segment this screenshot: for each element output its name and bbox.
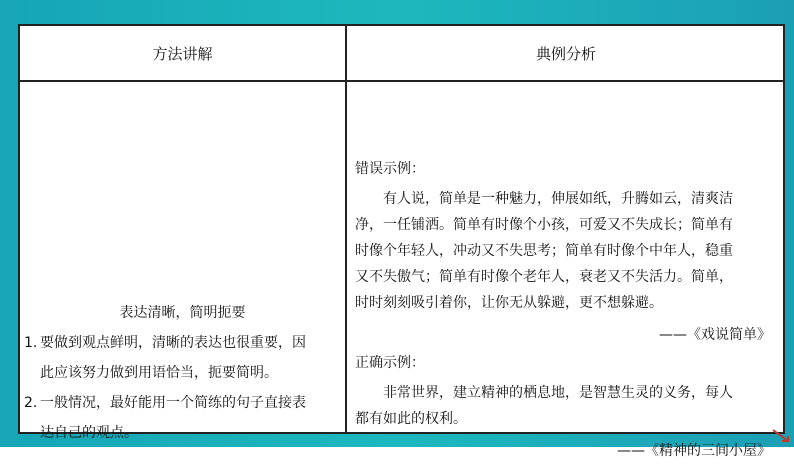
method-title: 表达清晰，简明扼要 xyxy=(119,305,246,321)
wrong-example-label: 错误示例： xyxy=(355,161,425,177)
wrong-example-line: 有人说，简单是一种魅力，伸展如纸，升腾如云，清爽洁 xyxy=(383,191,733,207)
table-header-row xyxy=(20,26,783,82)
wrong-example-line: 净，一任铺洒。简单有时像个小孩，可爱又不失成长；简单有 xyxy=(355,217,733,233)
method-item-number: 2. xyxy=(24,395,38,411)
method-item-line: 要做到观点鲜明，清晰的表达也很重要，因 xyxy=(40,335,306,351)
right-example-label: 正确示例： xyxy=(355,355,425,371)
right-example-source: ——《精神的三间小屋》 xyxy=(617,443,771,459)
wrong-example-line: 时像个年轻人，冲动又不失思考；简单有时像个中年人，稳重 xyxy=(355,243,733,259)
header-method: 方法讲解 xyxy=(152,44,213,63)
right-example-line: 非常世界，建立精神的栖息地，是智慧生灵的义务，每人 xyxy=(383,385,733,401)
header-example: 典例分析 xyxy=(535,44,596,63)
method-item-number: 1. xyxy=(24,335,38,351)
method-item-line: 此应该努力做到用语恰当，扼要简明。 xyxy=(40,365,278,381)
method-item-1 xyxy=(24,328,340,388)
method-item-line: 达自己的观点。 xyxy=(40,425,138,441)
method-cell xyxy=(20,82,345,441)
method-item-line: 一般情况，最好能用一个简练的句子直接表 xyxy=(40,395,306,411)
right-example-line: 都有如此的权利。 xyxy=(355,411,467,427)
corner-arrow-icon xyxy=(772,429,790,443)
method-item-2 xyxy=(24,388,340,448)
wrong-example-line: 时时刻刻吸引着你，让你无从躲避，更不想躲避。 xyxy=(355,295,663,311)
example-cell xyxy=(347,82,785,459)
wrong-example-source: ——《戏说简单》 xyxy=(659,327,771,343)
wrong-example-line: 又不失傲气；简单有时像个老年人，衰老又不失活力。简单， xyxy=(355,269,733,285)
comparison-table xyxy=(18,24,785,459)
